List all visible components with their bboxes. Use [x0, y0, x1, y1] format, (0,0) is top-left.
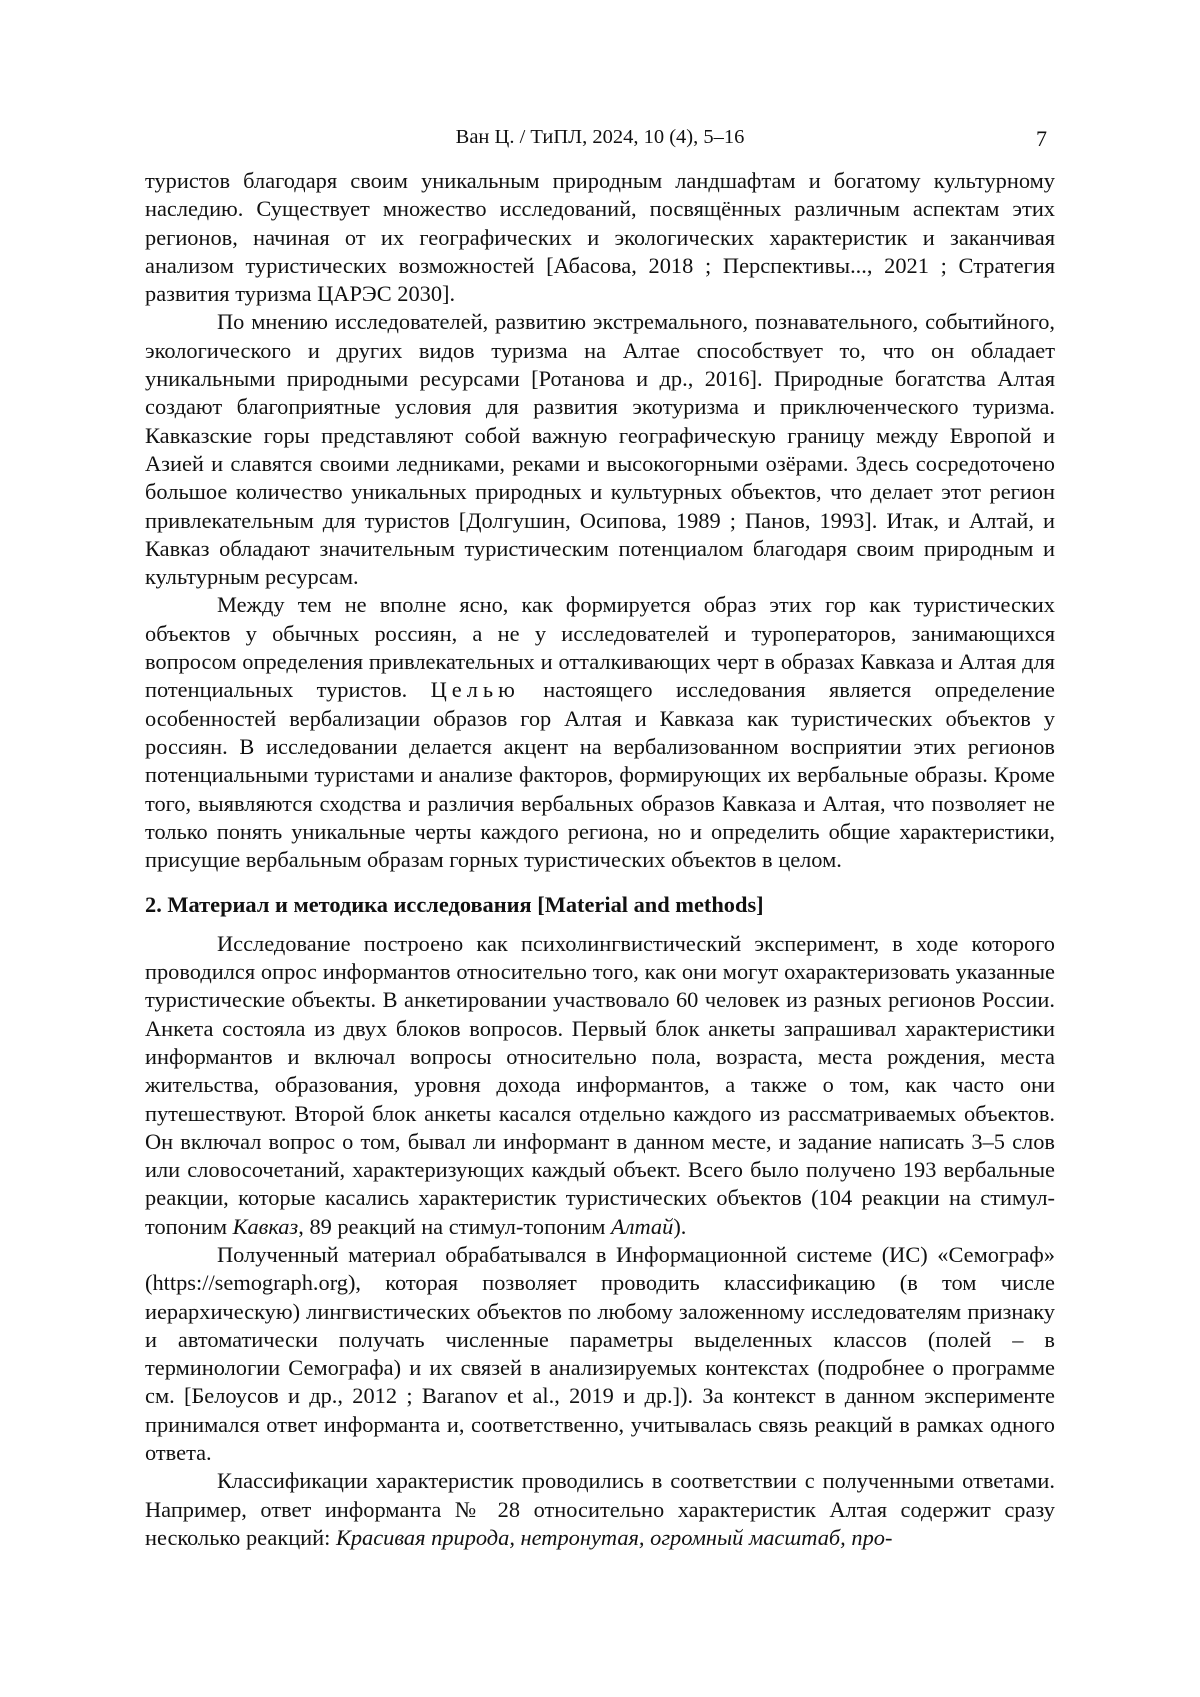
running-header: Ван Ц. / ТиПЛ, 2024, 10 (4), 5–16: [455, 126, 745, 148]
italic-toponym-altai: Алтай: [611, 1213, 674, 1239]
paragraph-4: [145, 930, 1055, 1241]
emphasized-word: Целью: [430, 677, 520, 703]
paragraph-3-text-start: Между тем не вполне ясно, как формируется образ этих гор как туристических объектов у обычных россиян, а не у исследователей и туроператоров, занимающихся вопросом определения привлекательных и отталкивающих черт в образах Кавказа и Алтая для потенциальных туристов.: [145, 592, 1055, 703]
page-number: 7: [1036, 126, 1047, 151]
italic-toponym-kavkaz: Кавказ: [232, 1213, 299, 1239]
paragraph-1: туристов благодаря своим уникальным природным ландшафтам и богатому культурному наследию. Существует множество исследований, посвящённых различным аспектам этих регионов, начиная от их географических и экологических характеристик и заканчивая анализом туристических возможностей [Абасова, 2018 ; Перспективы..., 2021 ; Стратегия развития туризма ЦАРЭС 2030].: [145, 168, 1055, 307]
paragraph-6-text-start: Классификации характеристик проводились в соответствии с полученными ответами. Например, ответ информанта № 28 относительно характеристик Алтая содержит сразу несколько реакций:: [145, 1468, 1055, 1550]
italic-quote: Красивая природа, нетронутая, огромный масштаб, про-: [335, 1524, 893, 1550]
paragraph-4-text-start: Исследование построено как психолингвистический эксперимент, в ходе которого проводился опрос информантов относительно того, как они могут охарактеризовать указанные туристические объекты. В анкетировании участвовало 60 человек из разных регионов России. Анкета состояла из двух блоков вопросов. Первый блок анкеты запрашивал характеристики информантов и включал вопросы относительно пола, возраста, места рождения, места жительства, образования, уровня дохода информантов, а также о том, как часто они путешествуют. Второй блок анкеты касался отдельно каждого из рассматриваемых объектов. Он включал вопрос о том, бывал ли информант в данном месте, и задание написать 3–5 слов или словосочетаний, характеризующих каждый объект. Всего было получено 193 вербальные реакции, которые касались характеристик туристических объектов (104 реакции на стимул-топоним: [145, 930, 1055, 1239]
paragraph-3-text-end: настоящего исследования является определение особенностей вербализации образов гор Алтая и Кавказа как туристических объектов у россиян. В исследовании делается акцент на вербализованном восприятии этих регионов потенциальными туристами и анализе факторов, формирующих их вербальные образы. Кроме того, выявляются сходства и различия вербальных образов Кавказа и Алтая, что позволяет не только понять уникальные черты каждого региона, но и определить общие характеристики, присущие вербальным образам горных туристических объектов в целом.: [145, 677, 1055, 873]
paragraph-2: По мнению исследователей, развитию экстремального, познавательного, событийного, экологического и других видов туризма на Алтае способствует то, что он обладает уникальными природными ресурсами [Ротанова и др., 2016]. Природные богатства Алтая создают благоприятные условия для развития экотуризма и приключенческого туризма. Кавказские горы представляют собой важную географическую границу между Европой и Азией и славятся своими ледниками, реками и высокогорными озёрами. Здесь сосредоточено большое количество уникальных природных и культурных объектов, что делает этот регион привлекательным для туристов [Долгушин, Осипова, 1989 ; Панов, 1993]. Итак, и Алтай, и Кавказ обладают значительным туристическим потенциалом благодаря своим природным и культурным ресурсам.: [145, 309, 1055, 590]
paragraph-3: [145, 591, 1055, 874]
paragraph-4-text-middle: , 89 реакций на стимул-топоним: [298, 1213, 612, 1239]
section-heading: 2. Материал и методика исследования [Material and methods]: [145, 892, 764, 918]
article-body: [145, 167, 1055, 1552]
paragraph-5: Полученный материал обрабатывался в Информационной системе (ИС) «Семограф» (https://semograph.org), которая позволяет проводить классификацию (в том числе иерархическую) лингвистических объектов по любому заложенному исследователям признаку и автоматически получать численные параметры выделенных классов (полей – в терминологии Семографа) и их связей в анализируемых контекстах (подробнее о программе см. [Белоусов и др., 2012 ; Baranov et al., 2019 и др.]). За контекст в данном эксперименте принимался ответ информанта и, соответственно, учитывалась связь реакций в рамках одного ответа.: [145, 1241, 1055, 1466]
paragraph-6: [145, 1467, 1055, 1552]
paragraph-4-text-end: ).: [673, 1213, 687, 1239]
